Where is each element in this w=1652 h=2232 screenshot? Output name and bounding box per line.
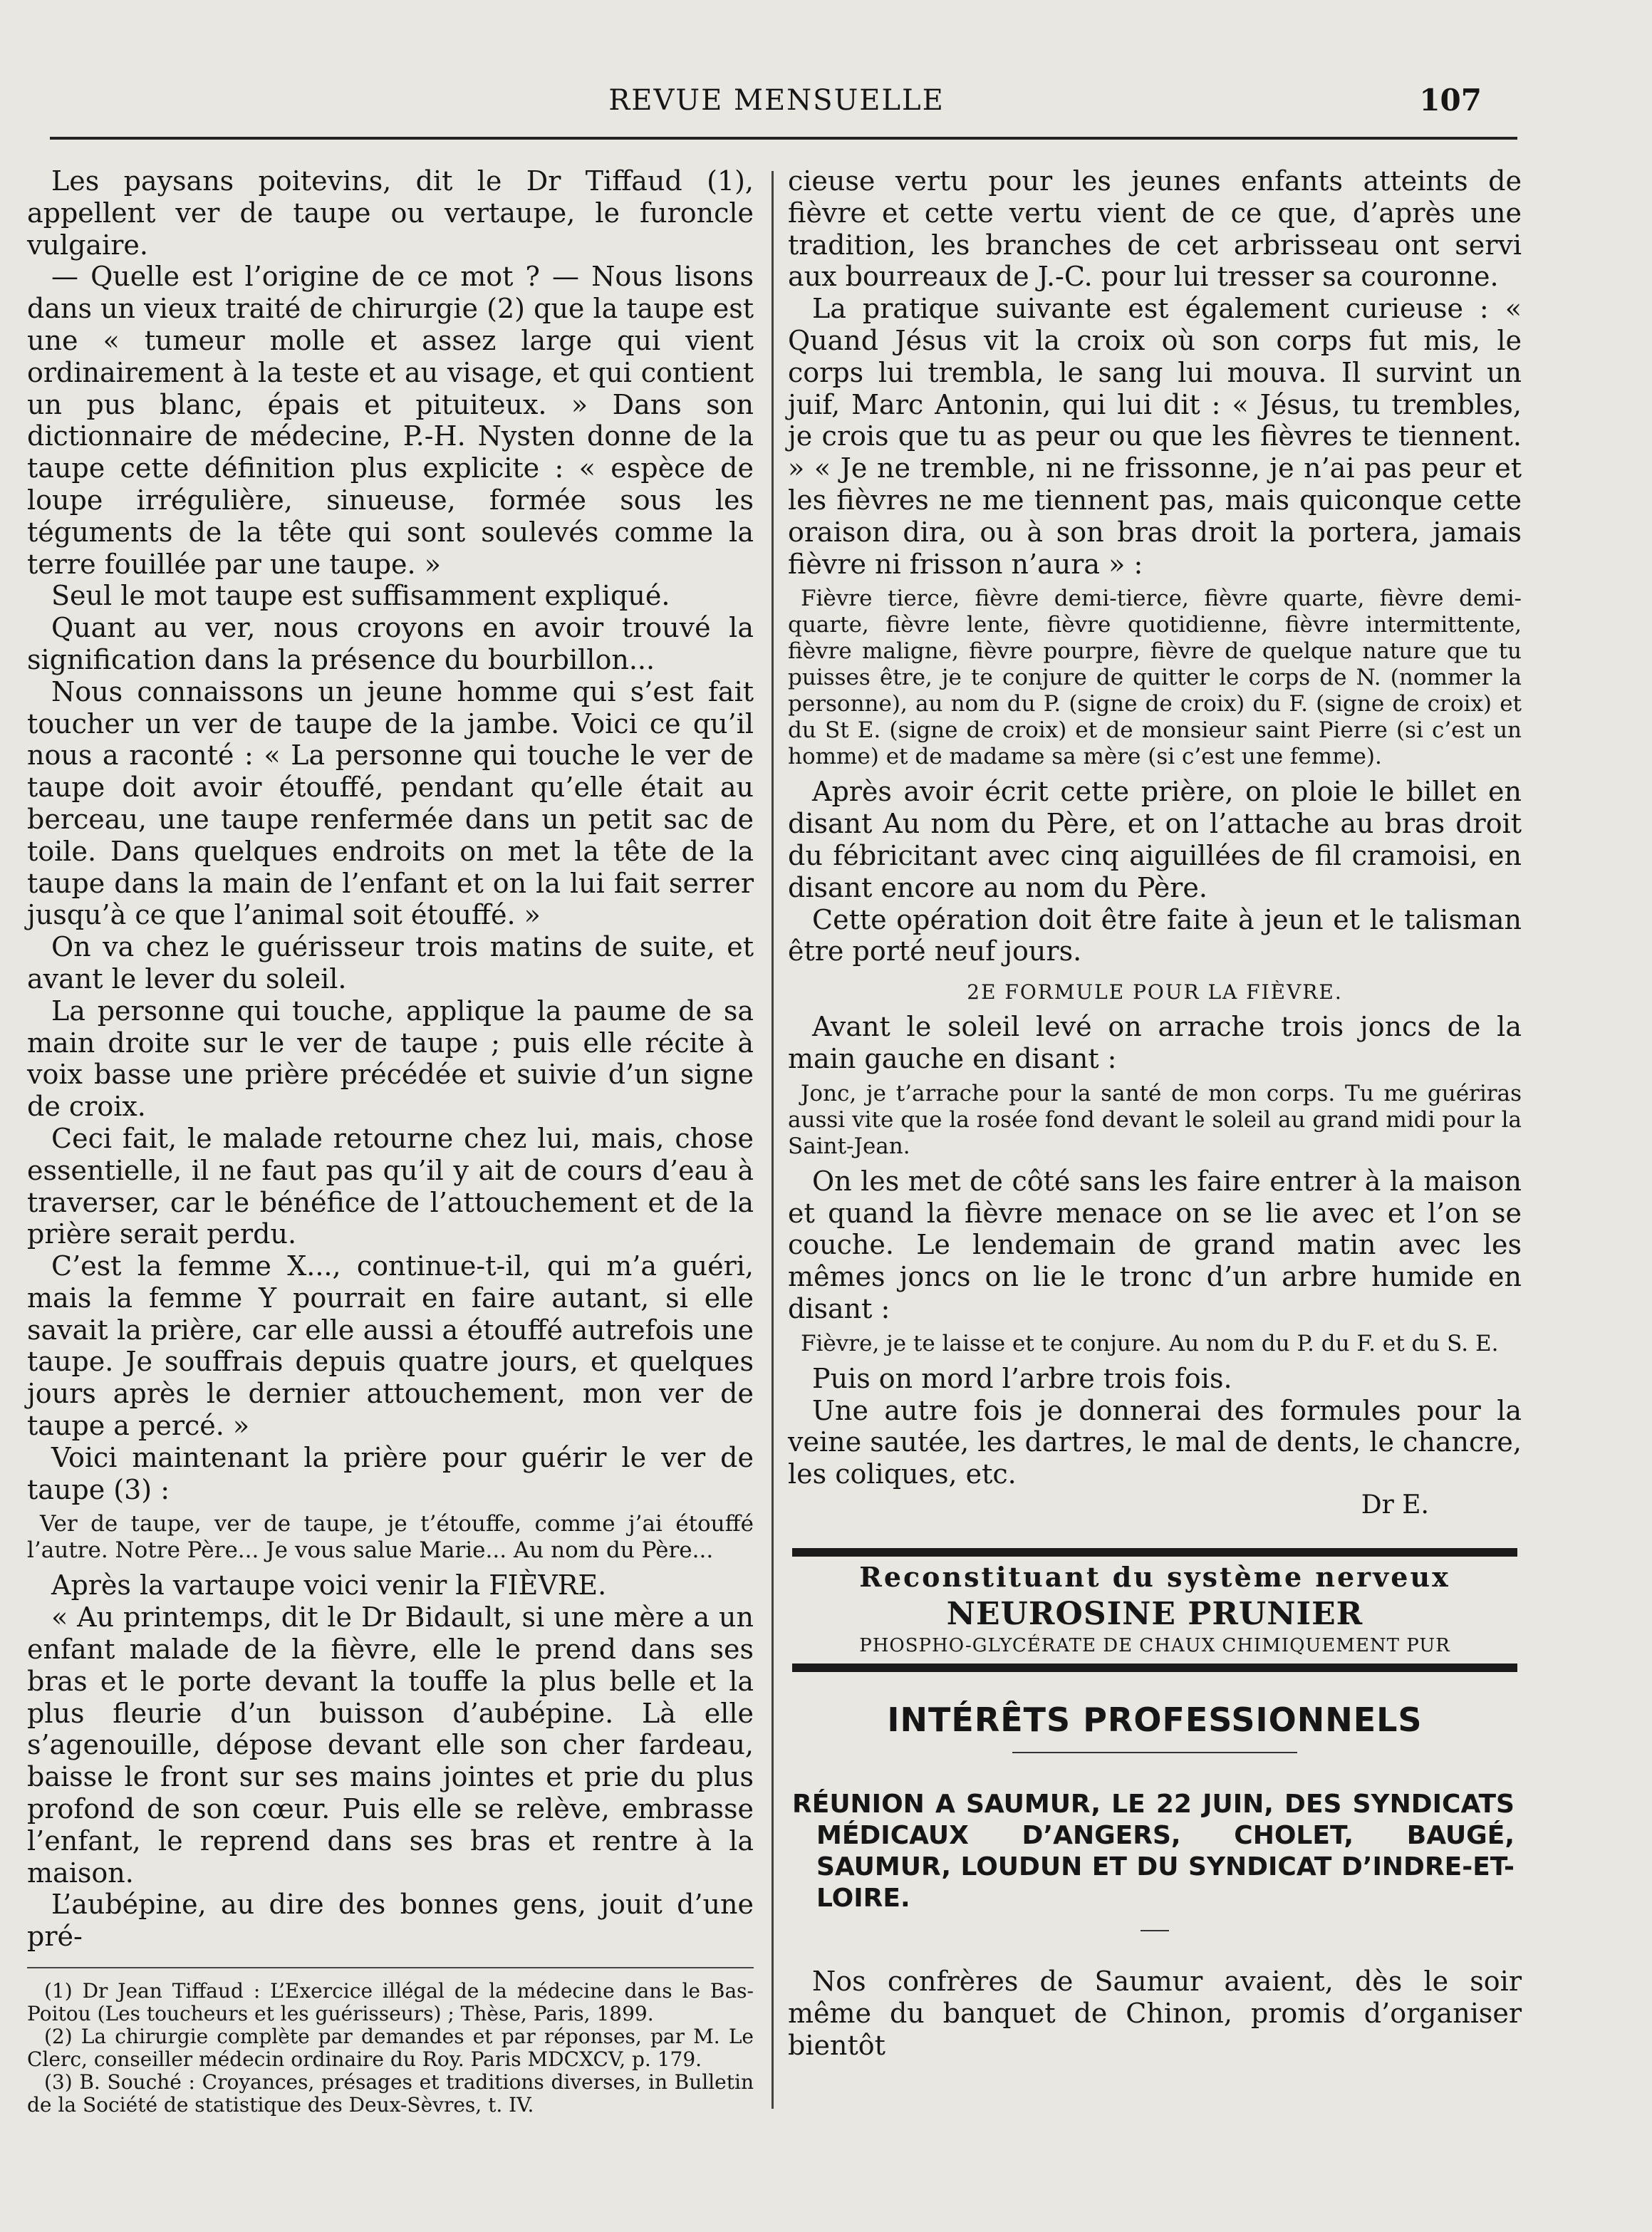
ad-product-name: NEUROSINE PRUNIER bbox=[946, 1595, 1363, 1632]
paragraph: Les paysans poitevins, dit le Dr Tiffaud (1), appellent ver de taupe ou vertaupe, le furoncle vulgaire. bbox=[27, 165, 754, 261]
right-column bbox=[788, 165, 1522, 2061]
paragraph: cieuse vertu pour les jeunes enfants atteints de fièvre et cette vertu vient de ce que, d’après une tradition, les branches de cet arbrisseau ont servi aux bourreaux de J.-C. pour lui tresser sa couronne. bbox=[788, 165, 1522, 293]
footnote: (1) Dr Jean Tiffaud : L’Exercice illégal de la médecine dans le Bas-Poitou (Les toucheurs et les guérisseurs) ; Thèse, Paris, 1899. bbox=[27, 1979, 754, 2026]
header-rule bbox=[50, 137, 1517, 140]
ad-subtitle: PHOSPHO-GLYCÉRATE DE CHAUX CHIMIQUEMENT PUR bbox=[859, 1634, 1450, 1656]
paragraph: Quant au ver, nous croyons en avoir trouvé la signification dans la présence du bourbillon... bbox=[27, 612, 754, 675]
footnote: (2) La chirurgie complète par demandes et par réponses, par M. Le Clerc, conseiller médecin ordinaire du Roy. Paris MDCXCV, p. 179. bbox=[27, 2025, 754, 2072]
page-header bbox=[43, 78, 1510, 128]
section-rule bbox=[1012, 1752, 1297, 1753]
short-rule bbox=[1141, 1930, 1169, 1931]
prayer-quote: Jonc, je t’arrache pour la santé de mon corps. Tu me guériras aussi vite que la rosée fond devant le soleil au grand midi pour la Saint-Jean. bbox=[788, 1080, 1522, 1159]
paragraph: L’aubépine, au dire des bonnes gens, jouit d’une pré- bbox=[27, 1889, 754, 1953]
paragraph: Nous connaissons un jeune homme qui s’est fait toucher un ver de taupe de la jambe. Voici ce qu’il nous a raconté : « La personne qui touche le ver de taupe doit avoir étouffé, pendant qu’elle était au berceau, une taupe renfermée dans un petit sac de toile. Dans quelques endroits on met la tête de la taupe dans la main de l’enfant et on la lui fait serrer jusqu’à ce que l’animal soit étouffé. » bbox=[27, 675, 754, 931]
paragraph: Après la vartaupe voici venir la FIÈVRE. bbox=[51, 1569, 607, 1602]
paragraph: Après avoir écrit cette prière, on ploie le billet en disant Au nom du Père, et on l’attache au bras droit du fébricitant avec cinq aiguillées de fil cramoisi, en disant encore au nom du Père. bbox=[788, 776, 1522, 903]
paragraph: Ceci fait, le malade retourne chez lui, mais, chose essentielle, il ne faut pas qu’il y ait de cours d’eau à traverser, car le bénéfice de l’attouchement et de la prière serait perdu. bbox=[27, 1122, 754, 1250]
advertisement bbox=[788, 1548, 1522, 1672]
footnote-rule bbox=[27, 1967, 754, 1968]
paragraph: Avant le soleil levé on arrache trois joncs de la main gauche en disant : bbox=[788, 1011, 1522, 1074]
paragraph: Une autre fois je donnerai des formules pour la veine sautée, les dartres, le mal de dents, le chancre, les coliques, etc. bbox=[788, 1394, 1522, 1490]
footnote: (3) B. Souché : Croyances, présages et traditions diverses, in Bulletin de la Société de statistique des Deux-Sèvres, t. IV. bbox=[27, 2070, 754, 2117]
paragraph: Nos confrères de Saumur avaient, dès le soir même du banquet de Chinon, promis d’organiser bientôt bbox=[788, 1965, 1522, 2061]
left-column bbox=[27, 165, 754, 2117]
meeting-title: RÉUNION A SAUMUR, LE 22 JUIN, DES SYNDICATS MÉDICAUX D’ANGERS, CHOLET, BAUGÉ, SAUMUR, LOUDUN ET DU SYNDICAT D’INDRE-ET-LOIRE. bbox=[792, 1789, 1515, 1913]
ad-top-bar bbox=[792, 1548, 1517, 1557]
ad-bottom-bar bbox=[792, 1663, 1517, 1672]
paragraph: Puis on mord l’arbre trois fois. bbox=[812, 1362, 1232, 1394]
paragraph: La personne qui touche, applique la paume de sa main droite sur le ver de taupe ; puis elle récite à voix basse une prière précédée et suivie d’un signe de croix. bbox=[27, 995, 754, 1123]
ad-tagline: Reconstituant du système nerveux bbox=[859, 1560, 1450, 1593]
formula-heading: 2E FORMULE POUR LA FIÈVRE. bbox=[967, 980, 1343, 1005]
running-title: REVUE MENSUELLE bbox=[608, 84, 945, 117]
page-number: 107 bbox=[1419, 83, 1482, 118]
paragraph: Voici maintenant la prière pour guérir le ver de taupe (3) : bbox=[27, 1441, 754, 1505]
prayer-quote: Fièvre, je te laisse et te conjure. Au nom du P. du F. et du S. E. bbox=[801, 1330, 1499, 1356]
author-signature: Dr E. bbox=[1361, 1490, 1429, 1520]
prayer-quote: Ver de taupe, ver de taupe, je t’étouffe, comme j’ai étouffé l’autre. Notre Père... Je vous salue Marie... Au nom du Père... bbox=[27, 1511, 754, 1564]
section-title: INTÉRÊTS PROFESSIONNELS bbox=[887, 1700, 1423, 1739]
paragraph: Cette opération doit être faite à jeun et le talisman être porté neuf jours. bbox=[788, 903, 1522, 967]
paragraph: Seul le mot taupe est suffisamment expliqué. bbox=[51, 580, 670, 612]
paragraph: C’est la femme X..., continue-t-il, qui m’a guéri, mais la femme Y pourrait en faire autant, si elle savait la prière, car elle aussi a étouffé autrefois une taupe. Je souffrais depuis quatre jours, et quelques jours après le dernier attouchement, mon ver de taupe a percé. » bbox=[27, 1250, 754, 1442]
paragraph: — Quelle est l’origine de ce mot ? — Nous lisons dans un vieux traité de chirurgie (2) que la taupe est une « tumeur molle et assez large qui vient ordinairement à la teste et au visage, et qui contient un pus blanc, épais et pituiteux. » Dans son dictionnaire de médecine, P.-H. Nysten donne de la taupe cette définition plus explicite : « espèce de loupe irrégulière, sinueuse, formée sous les téguments de la tête qui sont soulevés comme la terre fouillée par une taupe. » bbox=[27, 261, 754, 580]
column-divider bbox=[772, 171, 774, 2109]
prayer-quote: Fièvre tierce, fièvre demi-tierce, fièvre quarte, fièvre demi-quarte, fièvre lente, fièvre quotidienne, fièvre intermittente, fièvre maligne, fièvre pourpre, fièvre de quelque nature que tu puisses être, je te conjure de quitter le corps de N. (nommer la personne), au nom du P. (signe de croix) du F. (signe de croix) et du St E. (signe de croix) et de monsieur saint Pierre (si c’est un homme) et de madame sa mère (si c’est une femme). bbox=[788, 586, 1522, 770]
paragraph: On les met de côté sans les faire entrer à la maison et quand la fièvre menace on se lie avec et l’on se couche. Le lendemain de grand matin avec les mêmes joncs on lie le tronc d’un arbre humide en disant : bbox=[788, 1165, 1522, 1324]
paragraph: On va chez le guérisseur trois matins de suite, et avant le lever du soleil. bbox=[27, 931, 754, 995]
paragraph: La pratique suivante est également curieuse : « Quand Jésus vit la croix où son corps fut mis, le corps lui trembla, le sang lui mouva. Il survint un juif, Marc Antonin, qui lui dit : « Jésus, tu trembles, je crois que tu as peur ou que les fièvres te tiennent. » « Je ne tremble, ni ne frissonne, je n’ai pas peur et les fièvres ne me tiennent pas, mais quiconque cette oraison dira, ou à son bras droit la portera, jamais fièvre ni frisson n’aura » : bbox=[788, 293, 1522, 580]
paragraph: « Au printemps, dit le Dr Bidault, si une mère a un enfant malade de la fièvre, elle le prend dans ses bras et le porte devant la touffe la plus belle et la plus fleurie d’un buisson d’aubépine. Là elle s’agenouille, dépose devant elle son cher fardeau, baisse le front sur ses mains jointes et prie du plus profond de son cœur. Puis elle se relève, embrasse l’enfant, le reprend dans ses bras et rentre à la maison. bbox=[27, 1602, 754, 1889]
